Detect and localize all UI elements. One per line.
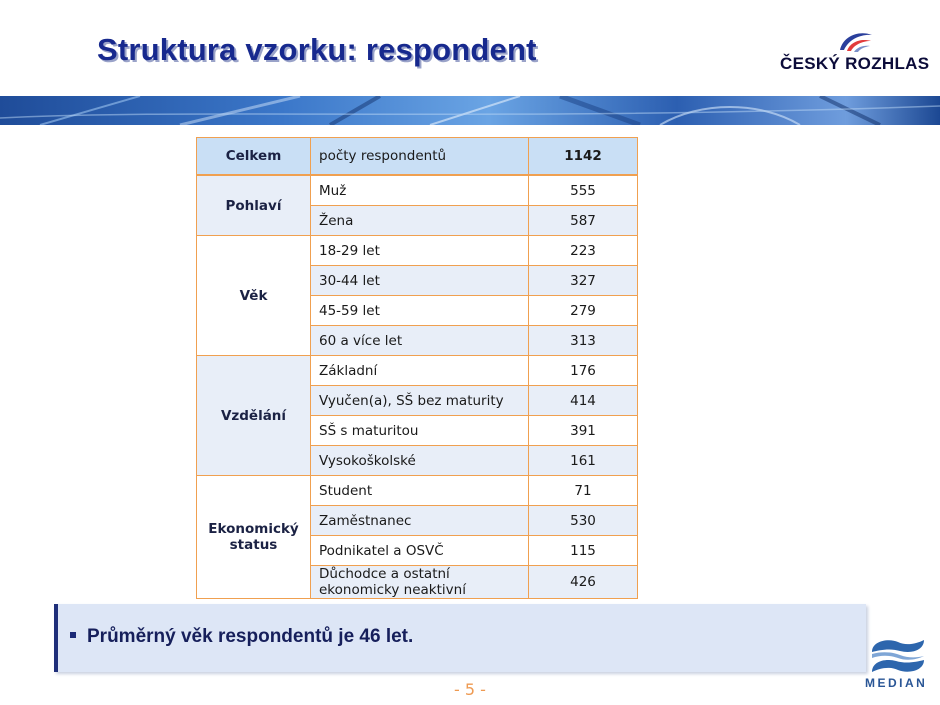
row-label: Podnikatel a OSVČ	[311, 536, 529, 566]
row-value: 327	[529, 266, 638, 296]
table-header-label: počty respondentů	[311, 138, 529, 176]
summary-note-text: Průměrný věk respondentů je 46 let.	[87, 626, 414, 647]
median-logo-text: MEDIAN	[865, 676, 928, 690]
table-header-category: Celkem	[197, 138, 311, 176]
table-row	[197, 236, 638, 266]
table-header-row	[197, 138, 638, 176]
row-value: 313	[529, 326, 638, 356]
category-cell: Pohlaví	[197, 175, 311, 236]
respondent-structure-table	[196, 137, 638, 599]
row-value: 161	[529, 446, 638, 476]
median-logo	[862, 638, 936, 694]
row-label: Vyučen(a), SŠ bez maturity	[311, 386, 529, 416]
row-value: 587	[529, 206, 638, 236]
page-number: - 5 -	[454, 680, 486, 699]
category-cell: Ekonomický status	[197, 476, 311, 599]
row-label: Muž	[311, 175, 529, 206]
row-value: 115	[529, 536, 638, 566]
header-banner	[0, 96, 940, 125]
row-label: 30-44 let	[311, 266, 529, 296]
row-value: 555	[529, 175, 638, 206]
bullet-icon	[70, 632, 76, 638]
row-value: 223	[529, 236, 638, 266]
row-value: 414	[529, 386, 638, 416]
row-label: Základní	[311, 356, 529, 386]
row-label: Student	[311, 476, 529, 506]
cesky-rozhlas-swirl-icon	[837, 28, 875, 54]
row-value: 530	[529, 506, 638, 536]
category-cell: Věk	[197, 236, 311, 356]
table-row	[197, 356, 638, 386]
table-row	[197, 175, 638, 206]
row-label: Důchodce a ostatní ekonomicky neaktivní	[311, 566, 529, 599]
row-label: Vysokoškolské	[311, 446, 529, 476]
cesky-rozhlas-logo	[780, 28, 932, 74]
row-label: Žena	[311, 206, 529, 236]
table-row	[197, 476, 638, 506]
cesky-rozhlas-logo-text: ČESKÝ ROZHLAS	[780, 54, 930, 73]
row-label: 45-59 let	[311, 296, 529, 326]
summary-note	[54, 604, 866, 672]
row-label: SŠ s maturitou	[311, 416, 529, 446]
row-value: 391	[529, 416, 638, 446]
category-cell: Vzdělání	[197, 356, 311, 476]
row-value: 71	[529, 476, 638, 506]
row-value: 426	[529, 566, 638, 599]
row-value: 176	[529, 356, 638, 386]
table-header-value: 1142	[529, 138, 638, 176]
row-value: 279	[529, 296, 638, 326]
row-label: 18-29 let	[311, 236, 529, 266]
median-logo-icon	[868, 638, 928, 674]
row-label: Zaměstnanec	[311, 506, 529, 536]
page-title: Struktura vzorku: respondent	[97, 32, 537, 67]
row-label: 60 a více let	[311, 326, 529, 356]
